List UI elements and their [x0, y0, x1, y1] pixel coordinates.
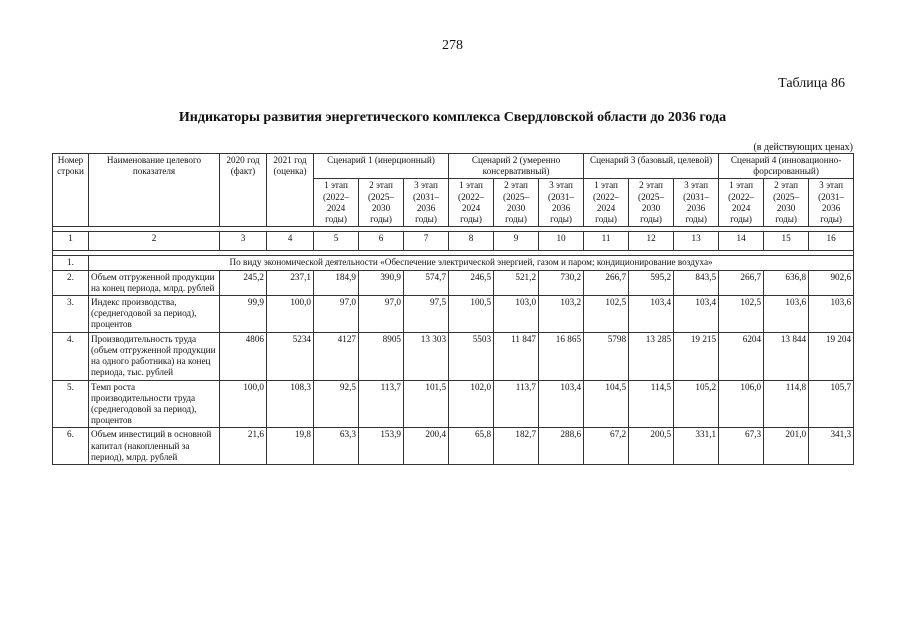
header-scenario-2: Сценарий 2 (умеренно консервативный) — [449, 154, 584, 179]
value-cell: 16 865 — [539, 332, 584, 380]
value-cell: 102,5 — [719, 295, 764, 332]
value-cell: 4127 — [314, 332, 359, 380]
value-cell: 67,2 — [584, 428, 629, 465]
value-cell: 6204 — [719, 332, 764, 380]
units-note: (в действующих ценах) — [753, 142, 853, 153]
section-label: По виду экономической деятельности «Обеспечение электрической энергией, газом и паром; кондиционирование воздуха» — [89, 256, 854, 270]
column-number: 13 — [674, 232, 719, 251]
header-2020: 2020 год (факт) — [220, 154, 267, 227]
value-cell: 19,8 — [267, 428, 314, 465]
value-cell: 153,9 — [359, 428, 404, 465]
value-cell: 288,6 — [539, 428, 584, 465]
column-number: 15 — [764, 232, 809, 251]
column-number: 6 — [359, 232, 404, 251]
header-stage: 3 этап (2031–2036 годы) — [809, 179, 854, 227]
value-cell: 21,6 — [220, 428, 267, 465]
indicator-name: Объем инвестиций в основной капитал (накопленный за период), млрд. рублей — [89, 428, 220, 465]
column-number: 1 — [53, 232, 89, 251]
value-cell: 266,7 — [584, 270, 629, 295]
value-cell: 103,6 — [809, 295, 854, 332]
header-stage: 2 этап (2025–2030 годы) — [359, 179, 404, 227]
value-cell: 184,9 — [314, 270, 359, 295]
value-cell: 200,4 — [404, 428, 449, 465]
value-cell: 843,5 — [674, 270, 719, 295]
value-cell: 108,3 — [267, 380, 314, 428]
table-body — [53, 154, 854, 465]
value-cell: 103,0 — [494, 295, 539, 332]
value-cell: 92,5 — [314, 380, 359, 428]
column-number: 3 — [220, 232, 267, 251]
header-stage: 1 этап (2022–2024 годы) — [719, 179, 764, 227]
value-cell: 100,0 — [267, 295, 314, 332]
indicator-name: Темп роста производительности труда (среднегодовой за период), процентов — [89, 380, 220, 428]
header-row-no: Номер строки — [53, 154, 89, 227]
value-cell: 595,2 — [629, 270, 674, 295]
column-number: 2 — [89, 232, 220, 251]
header-stage: 1 этап (2022–2024 годы) — [314, 179, 359, 227]
header-indicator: Наименование целевого показателя — [89, 154, 220, 227]
value-cell: 5234 — [267, 332, 314, 380]
column-number: 7 — [404, 232, 449, 251]
value-cell: 246,5 — [449, 270, 494, 295]
row-number: 5. — [53, 380, 89, 428]
row-number: 4. — [53, 332, 89, 380]
value-cell: 105,2 — [674, 380, 719, 428]
value-cell: 67,3 — [719, 428, 764, 465]
value-cell: 103,4 — [674, 295, 719, 332]
header-stage: 2 этап (2025–2030 годы) — [629, 179, 674, 227]
value-cell: 902,6 — [809, 270, 854, 295]
header-scenario-1: Сценарий 1 (инерционный) — [314, 154, 449, 179]
value-cell: 105,7 — [809, 380, 854, 428]
row-number: 6. — [53, 428, 89, 465]
value-cell: 99,9 — [220, 295, 267, 332]
header-stage: 1 этап (2022–2024 годы) — [449, 179, 494, 227]
table-label: Таблица 86 — [778, 76, 845, 91]
value-cell: 200,5 — [629, 428, 674, 465]
value-cell: 97,0 — [359, 295, 404, 332]
value-cell: 237,1 — [267, 270, 314, 295]
value-cell: 182,7 — [494, 428, 539, 465]
value-cell: 103,6 — [764, 295, 809, 332]
value-cell: 5798 — [584, 332, 629, 380]
value-cell: 245,2 — [220, 270, 267, 295]
section-row — [53, 256, 854, 270]
value-cell: 114,5 — [629, 380, 674, 428]
section-number: 1. — [53, 256, 89, 270]
page-number: 278 — [442, 38, 463, 53]
value-cell: 390,9 — [359, 270, 404, 295]
value-cell: 13 285 — [629, 332, 674, 380]
value-cell: 113,7 — [494, 380, 539, 428]
value-cell: 730,2 — [539, 270, 584, 295]
header-stage: 2 этап (2025–2030 годы) — [764, 179, 809, 227]
value-cell: 113,7 — [359, 380, 404, 428]
header-stage: 3 этап (2031–2036 годы) — [674, 179, 719, 227]
table-row — [53, 380, 854, 428]
value-cell: 636,8 — [764, 270, 809, 295]
column-number: 12 — [629, 232, 674, 251]
value-cell: 19 204 — [809, 332, 854, 380]
value-cell: 102,0 — [449, 380, 494, 428]
value-cell: 103,2 — [539, 295, 584, 332]
value-cell: 341,3 — [809, 428, 854, 465]
value-cell: 101,5 — [404, 380, 449, 428]
value-cell: 104,5 — [584, 380, 629, 428]
header-scenario-3: Сценарий 3 (базовый, целевой) — [584, 154, 719, 179]
value-cell: 8905 — [359, 332, 404, 380]
value-cell: 97,5 — [404, 295, 449, 332]
header-2021: 2021 год (оценка) — [267, 154, 314, 227]
value-cell: 100,0 — [220, 380, 267, 428]
header-scenario-4: Сценарий 4 (инновационно-форсированный) — [719, 154, 854, 179]
page-title: Индикаторы развития энергетического комплекса Свердловской области до 2036 года — [178, 110, 727, 125]
value-cell: 97,0 — [314, 295, 359, 332]
column-number: 9 — [494, 232, 539, 251]
value-cell: 266,7 — [719, 270, 764, 295]
column-number: 16 — [809, 232, 854, 251]
table-row — [53, 295, 854, 332]
value-cell: 13 844 — [764, 332, 809, 380]
column-number: 5 — [314, 232, 359, 251]
indicator-name: Объем отгруженной продукции на конец периода, млрд. рублей — [89, 270, 220, 295]
column-number: 4 — [267, 232, 314, 251]
column-number-row — [53, 232, 854, 251]
column-number: 10 — [539, 232, 584, 251]
value-cell: 5503 — [449, 332, 494, 380]
header-stage: 2 этап (2025–2030 годы) — [494, 179, 539, 227]
column-number: 14 — [719, 232, 764, 251]
table-row — [53, 270, 854, 295]
indicator-name: Производительность труда (объем отгруженной продукции на одного работника) на конец периода, тыс. рублей — [89, 332, 220, 380]
value-cell: 201,0 — [764, 428, 809, 465]
value-cell: 63,3 — [314, 428, 359, 465]
indicator-name: Индекс производства, (среднегодовой за период), процентов — [89, 295, 220, 332]
value-cell: 103,4 — [629, 295, 674, 332]
column-number: 11 — [584, 232, 629, 251]
table-row — [53, 428, 854, 465]
value-cell: 106,0 — [719, 380, 764, 428]
value-cell: 102,5 — [584, 295, 629, 332]
value-cell: 100,5 — [449, 295, 494, 332]
value-cell: 4806 — [220, 332, 267, 380]
column-number: 8 — [449, 232, 494, 251]
indicators-table — [52, 153, 854, 465]
value-cell: 13 303 — [404, 332, 449, 380]
header-stage: 3 этап (2031–2036 годы) — [539, 179, 584, 227]
value-cell: 19 215 — [674, 332, 719, 380]
table-row — [53, 332, 854, 380]
row-number: 2. — [53, 270, 89, 295]
header-stage: 3 этап (2031–2036 годы) — [404, 179, 449, 227]
value-cell: 65,8 — [449, 428, 494, 465]
value-cell: 11 847 — [494, 332, 539, 380]
value-cell: 114,8 — [764, 380, 809, 428]
value-cell: 574,7 — [404, 270, 449, 295]
value-cell: 521,2 — [494, 270, 539, 295]
value-cell: 331,1 — [674, 428, 719, 465]
header-row-1 — [53, 154, 854, 179]
row-number: 3. — [53, 295, 89, 332]
header-stage: 1 этап (2022–2024 годы) — [584, 179, 629, 227]
value-cell: 103,4 — [539, 380, 584, 428]
